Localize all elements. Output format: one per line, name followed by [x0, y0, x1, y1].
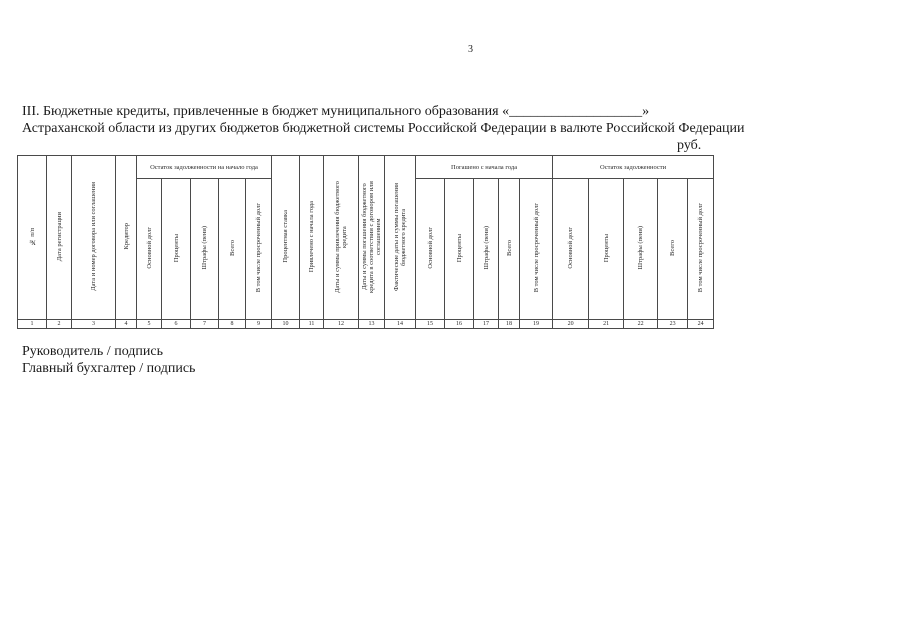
- col-header-13: Даты и суммы погашения бюджетного кредита в соответствии с договором или соглашением: [359, 156, 385, 320]
- col-number: 16: [445, 320, 474, 329]
- col-header-16: Проценты: [445, 179, 474, 320]
- col-number: 18: [499, 320, 520, 329]
- signature-accountant: Главный бухгалтер / подпись: [22, 361, 196, 376]
- col-header-7: Штрафы (пени): [191, 179, 219, 320]
- col-number: 4: [116, 320, 137, 329]
- col-header-6: Проценты: [162, 179, 191, 320]
- col-header-24: В том числе просроченный долг: [688, 179, 714, 320]
- col-number: 17: [474, 320, 499, 329]
- col-number: 11: [300, 320, 324, 329]
- title-line-2: Астраханской области из других бюджетов бюджетной системы Российской Федерации в валюте Российской Федерации: [22, 121, 745, 136]
- col-number: 7: [191, 320, 219, 329]
- column-number-row: [18, 320, 714, 329]
- col-header-9: В том числе просроченный долг: [246, 179, 272, 320]
- col-header-8: Всего: [219, 179, 246, 320]
- col-number: 24: [688, 320, 714, 329]
- section-title: [22, 103, 812, 137]
- col-number: 5: [137, 320, 162, 329]
- col-number: 9: [246, 320, 272, 329]
- col-header-17: Штрафы (пени): [474, 179, 499, 320]
- col-header-20: Основной долг: [553, 179, 589, 320]
- col-number: 8: [219, 320, 246, 329]
- col-number: 22: [624, 320, 658, 329]
- col-number: 19: [520, 320, 553, 329]
- col-header-3: Дата и номер договора или соглашения: [72, 156, 116, 320]
- col-number: 2: [47, 320, 72, 329]
- col-header-4: Кредитор: [116, 156, 137, 320]
- col-number: 21: [589, 320, 624, 329]
- title-line-1: III. Бюджетные кредиты, привлеченные в бюджет муниципального образования «___________________»: [22, 104, 650, 119]
- col-number: 14: [385, 320, 416, 329]
- col-number: 12: [324, 320, 359, 329]
- signature-head: Руководитель / подпись: [22, 344, 163, 359]
- col-header-21: Проценты: [589, 179, 624, 320]
- col-header-23: Всего: [658, 179, 688, 320]
- col-header-2: Дата регистрации: [47, 156, 72, 320]
- col-number: 3: [72, 320, 116, 329]
- col-header-15: Основной долг: [416, 179, 445, 320]
- col-number: 6: [162, 320, 191, 329]
- col-header-10: Процентная ставка: [272, 156, 300, 320]
- page-number: 3: [468, 44, 473, 55]
- group-header-closing-balance: Остаток задолженности: [553, 156, 714, 179]
- col-number: 20: [553, 320, 589, 329]
- col-header-18: Всего: [499, 179, 520, 320]
- currency-unit: руб.: [677, 138, 702, 153]
- col-number: 13: [359, 320, 385, 329]
- col-header-12: Даты и суммы привлечения бюджетного кредита: [324, 156, 359, 320]
- col-header-11: Привлечено с начала года: [300, 156, 324, 320]
- col-header-1: № п/п: [18, 156, 47, 320]
- col-header-19: В том числе просроченный долг: [520, 179, 553, 320]
- col-number: 10: [272, 320, 300, 329]
- col-header-22: Штрафы (пени): [624, 179, 658, 320]
- col-number: 1: [18, 320, 47, 329]
- col-number: 15: [416, 320, 445, 329]
- group-header-repaid: Погашено с начала года: [416, 156, 553, 179]
- col-header-14: Фактические даты и суммы погашения бюджетного кредита: [385, 156, 416, 320]
- col-header-5: Основной долг: [137, 179, 162, 320]
- col-number: 23: [658, 320, 688, 329]
- group-header-opening-balance: Остаток задолженности на начало года: [137, 156, 272, 179]
- budget-credits-table: [17, 155, 714, 329]
